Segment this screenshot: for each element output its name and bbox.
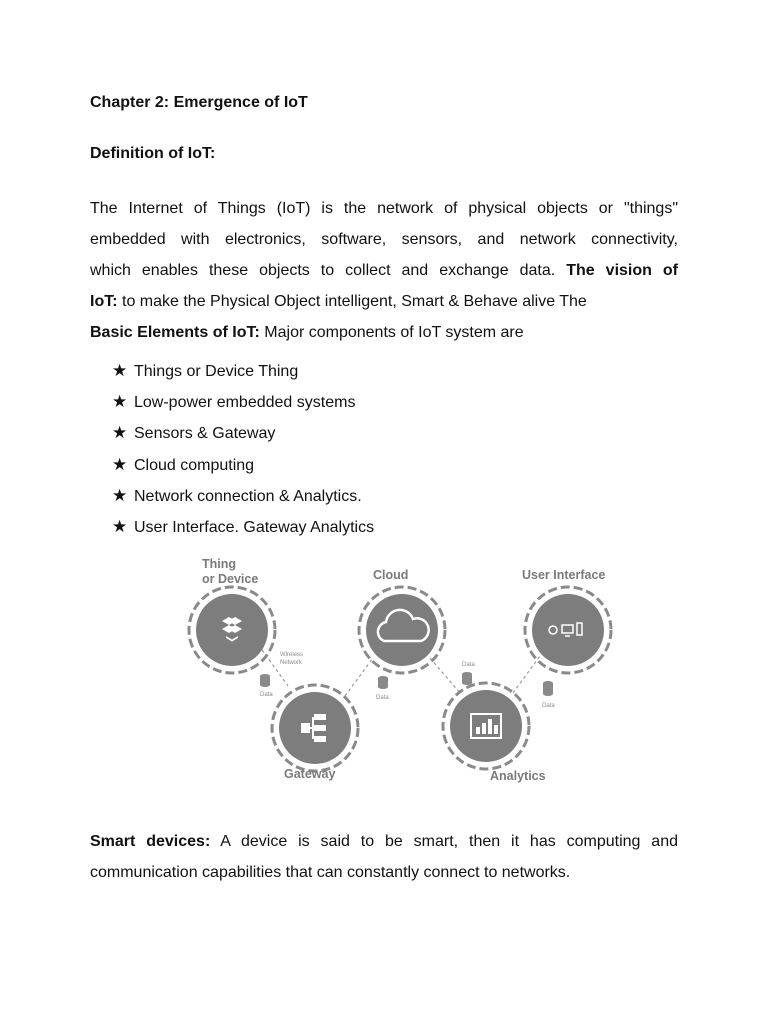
- data-label: Data: [260, 692, 273, 698]
- thing-label: Thing: [202, 557, 237, 571]
- smart-devices-label: Smart devices:: [90, 833, 211, 850]
- list-item: [112, 480, 374, 511]
- intro-text: which enables these objects to collect and exchange data.: [90, 262, 556, 279]
- smart-devices-paragraph: [90, 826, 678, 888]
- vision-label: The vision of: [566, 262, 679, 279]
- intro-line: [90, 286, 678, 317]
- ui-label: User Interface: [522, 568, 606, 582]
- thing-node: [189, 587, 275, 673]
- list-item-text: Cloud computing: [134, 456, 255, 474]
- basic-elements-label: Basic Elements of IoT:: [90, 324, 260, 341]
- cloud-label: Cloud: [373, 568, 409, 582]
- list-item-text: Things or Device Thing: [134, 363, 299, 380]
- data-label: Data: [542, 703, 555, 709]
- intro-text: Major components of IoT system are: [264, 324, 524, 341]
- list-item: [112, 417, 374, 448]
- connector-gateway-cloud: [345, 658, 373, 696]
- definition-heading: Definition of IoT:: [90, 145, 216, 162]
- iot-diagram: [170, 548, 630, 798]
- list-item-text: Sensors & Gateway: [134, 425, 276, 443]
- star-icon: ★: [112, 485, 128, 505]
- intro-line: [90, 317, 678, 348]
- star-icon: ★: [112, 454, 128, 474]
- star-icon: ★: [112, 423, 128, 443]
- wireless-label: Network: [280, 660, 303, 666]
- intro-line: The Internet of Things (IoT) is the network of physical objects or "things": [90, 200, 678, 217]
- list-item-text: Low-power embedded systems: [134, 394, 356, 412]
- star-icon: ★: [112, 516, 128, 536]
- chapter-title: Chapter 2: Emergence of IoT: [90, 94, 308, 111]
- star-icon: ★: [112, 392, 128, 412]
- smart-text: A device is said to be smart, then it has computing and: [220, 833, 679, 850]
- wireless-label: Wireless: [280, 652, 304, 658]
- cloud-circle: [366, 594, 438, 666]
- database-icons: [260, 672, 553, 696]
- thing-label: or Device: [202, 572, 259, 586]
- connector-cloud-analytics: [430, 658, 460, 693]
- data-label: Data: [462, 662, 475, 668]
- list-item-text: Network connection & Analytics.: [134, 487, 362, 505]
- ui-node: [525, 587, 611, 673]
- connector-analytics-ui: [513, 656, 540, 693]
- components-list: [112, 355, 374, 542]
- iot-diagram-svg: [170, 548, 630, 798]
- list-item: [112, 386, 374, 417]
- list-item-text: User Interface. Gateway Analytics: [134, 518, 375, 536]
- database-icon: [543, 681, 553, 696]
- database-icon: [462, 672, 472, 685]
- smart-line: [90, 826, 678, 857]
- list-item: [112, 355, 374, 386]
- vision-label-end: IoT:: [90, 293, 118, 310]
- data-label: Data: [376, 695, 389, 701]
- gateway-label: Gateway: [284, 767, 336, 781]
- database-icon: [260, 674, 270, 687]
- intro-paragraph: [90, 193, 678, 348]
- list-item: [112, 511, 374, 542]
- intro-line: [90, 255, 678, 286]
- smart-line: communication capabilities that can constantly connect to networks.: [90, 864, 571, 881]
- intro-line: embedded with electronics, software, sensors, and network connectivity,: [90, 231, 678, 248]
- analytics-label: Analytics: [490, 769, 546, 783]
- gateway-node: [272, 685, 358, 771]
- star-icon: ★: [112, 361, 128, 380]
- database-icon: [378, 676, 388, 689]
- list-item: [112, 449, 374, 480]
- analytics-node: [443, 683, 529, 769]
- ui-circle: [532, 594, 604, 666]
- intro-text: to make the Physical Object intelligent, Smart & Behave alive The: [122, 293, 587, 310]
